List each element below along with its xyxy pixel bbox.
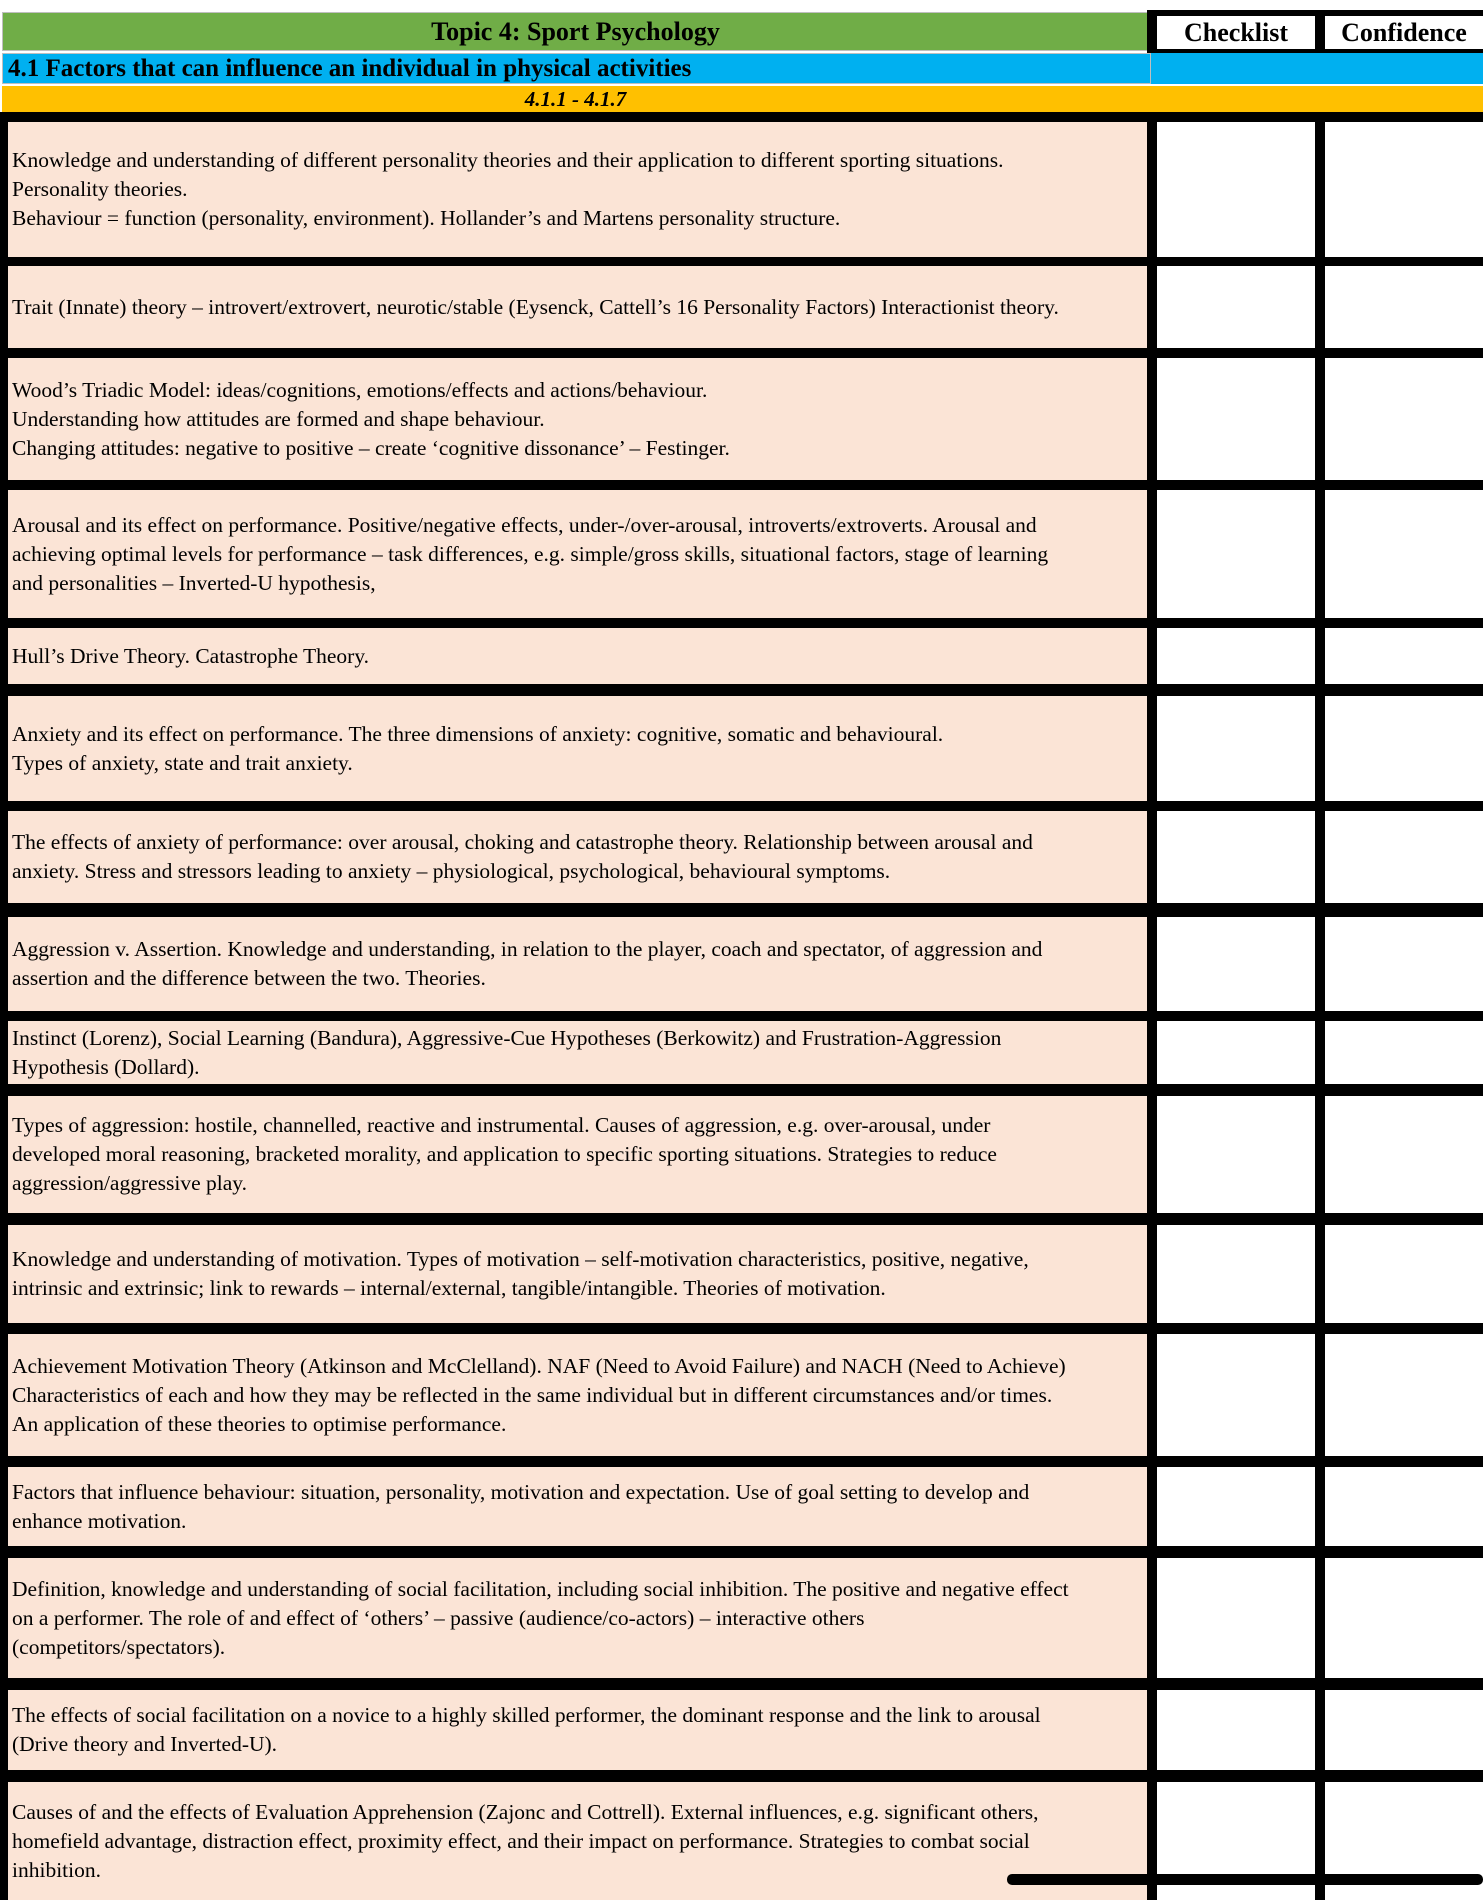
checklist-cell[interactable] (1157, 1225, 1315, 1323)
confidence-cell[interactable] (1325, 696, 1483, 801)
checklist-cell[interactable] (1157, 1467, 1315, 1546)
table-row (8, 1467, 1147, 1546)
section-title: 4.1 Factors that can influence an individual in physical activities (2, 53, 1151, 84)
section-bar-fill (1151, 53, 1483, 84)
confidence-cell[interactable] (1325, 1334, 1483, 1456)
confidence-cell[interactable] (1325, 811, 1483, 903)
row-text: Aggression v. Assertion. Knowledge and understanding, in relation to the player, coach and spectator, of aggression and assertion and the difference between the two. Theories. (12, 937, 1043, 990)
confidence-cell[interactable] (1325, 1225, 1483, 1323)
confidence-cell[interactable] (1325, 1021, 1483, 1084)
row-text: Causes of and the effects of Evaluation Apprehension (Zajonc and Cottrell). External influences, e.g. significant others, homefield advantage, distraction effect, proximity effect, and their impact on performance. Strategies to combat social inhibition. (12, 1799, 1039, 1882)
row-text: Trait (Innate) theory – introvert/extrovert, neurotic/stable (Eysenck, Cattell’s 16 Personality Factors) Interactionist theory. (12, 294, 1059, 319)
topic-title: Topic 4: Sport Psychology (2, 12, 1149, 51)
confidence-cell[interactable] (1325, 1096, 1483, 1213)
confidence-cell[interactable] (1325, 917, 1483, 1011)
confidence-cell[interactable] (1325, 628, 1483, 684)
checklist-cell[interactable] (1157, 696, 1315, 801)
table-row (8, 917, 1147, 1011)
row-text: Definition, knowledge and understanding of social facilitation, including social inhibition. The positive and negative effect on a performer. The role of and effect of ‘others’ – passive (audience/co-actors) – interactive others (competitors/spectators). (12, 1576, 1069, 1659)
checklist-cell[interactable] (1157, 122, 1315, 257)
table-row (8, 1782, 1147, 1900)
spec-range-bar (2, 86, 1483, 112)
table-row (8, 811, 1147, 903)
row-text: Arousal and its effect on performance. Positive/negative effects, under-/over-arousal, introverts/extroverts. Arousal and achieving optimal levels for performance – task differences, e.g. simple/gross skills, situational factors, stage of learning and personalities – Inverted-U hypothesis, (12, 512, 1049, 595)
table-row (8, 1334, 1147, 1456)
row-text: Factors that influence behaviour: situation, personality, motivation and expectation. Use of goal setting to develop and enhance motivation. (12, 1479, 1030, 1533)
checklist-cell[interactable] (1157, 1334, 1315, 1456)
row-text: The effects of social facilitation on a novice to a highly skilled performer, the dominant response and the link to arousal (Drive theory and Inverted-U). (12, 1703, 1041, 1756)
table-row (8, 628, 1147, 684)
checklist-cell[interactable] (1157, 1558, 1315, 1678)
tail-underline (1007, 1874, 1483, 1885)
table-row (8, 1690, 1147, 1770)
row-text: Knowledge and understanding of different personality theories and their application to different sporting situations. Personality theories. Behaviour = function (personality, environment). Hollander’s and Martens personality structure. (12, 148, 1004, 230)
row-text: Instinct (Lorenz), Social Learning (Bandura), Aggressive-Cue Hypotheses (Berkowitz) and Frustration-Aggression Hypothesis (Dollard). (12, 1025, 1002, 1079)
row-text: The effects of anxiety of performance: over arousal, choking and catastrophe theory. Relationship between arousal and anxiety. Stress and stressors leading to anxiety – physiological, psychological, behavioural symptoms. (12, 830, 1033, 883)
row-text: Hull’s Drive Theory. Catastrophe Theory. (12, 643, 370, 668)
checklist-cell[interactable] (1157, 811, 1315, 903)
confidence-cell[interactable] (1325, 1467, 1483, 1546)
checklist-cell[interactable] (1157, 266, 1315, 348)
confidence-cell[interactable] (1325, 1690, 1483, 1770)
confidence-cell[interactable] (1325, 266, 1483, 348)
spec-range: 4.1.1 - 4.1.7 (524, 86, 627, 111)
confidence-column-header: Confidence (1325, 16, 1483, 49)
table-row (8, 1021, 1147, 1084)
table-row (8, 696, 1147, 801)
row-text: Achievement Motivation Theory (Atkinson and McClelland). NAF (Need to Avoid Failure) and NACH (Need to Achieve) Characteristics of each and how they may be reflected in the same individual but in different circumstances and/or times. An application of these theories to optimise performance. (12, 1353, 1066, 1436)
header-divider (1315, 10, 1325, 53)
checklist-cell[interactable] (1157, 358, 1315, 480)
checklist-cell[interactable] (1157, 628, 1315, 684)
confidence-cell[interactable] (1325, 358, 1483, 480)
table-row (8, 266, 1147, 348)
table-row (8, 358, 1147, 480)
confidence-cell[interactable] (1325, 490, 1483, 618)
row-text: Types of aggression: hostile, channelled, reactive and instrumental. Causes of aggression, e.g. over-arousal, under developed moral reasoning, bracketed morality, and application to specific sporting situations. Strategies to reduce aggression/aggressive play. (12, 1113, 997, 1195)
row-text: Anxiety and its effect on performance. The three dimensions of anxiety: cognitive, somatic and behavioural. Types of anxiety, state and trait anxiety. (12, 721, 944, 775)
checklist-cell[interactable] (1157, 917, 1315, 1011)
checklist-cell[interactable] (1157, 1021, 1315, 1084)
checklist-cell[interactable] (1157, 1096, 1315, 1213)
row-text: Knowledge and understanding of motivation. Types of motivation – self-motivation characteristics, positive, negative, intrinsic and extrinsic; link to rewards – internal/external, tangible/intangible. Theories of motivation. (12, 1247, 1029, 1300)
checklist-cell[interactable] (1157, 490, 1315, 618)
row-text: Wood’s Triadic Model: ideas/cognitions, emotions/effects and actions/behaviour. Understanding how attitudes are formed and shape behaviour. Changing attitudes: negative to positive – create ‘cognitive dissonance’ – Festinger. (12, 377, 730, 460)
table-row (8, 1225, 1147, 1323)
checklist-column-header: Checklist (1157, 16, 1315, 49)
table-row (8, 1096, 1147, 1213)
header-divider (1147, 10, 1157, 53)
table-row (8, 122, 1147, 257)
confidence-cell[interactable] (1325, 1558, 1483, 1678)
table-row (8, 1558, 1147, 1678)
confidence-cell[interactable] (1325, 122, 1483, 257)
table-row (8, 490, 1147, 618)
checklist-cell[interactable] (1157, 1690, 1315, 1770)
